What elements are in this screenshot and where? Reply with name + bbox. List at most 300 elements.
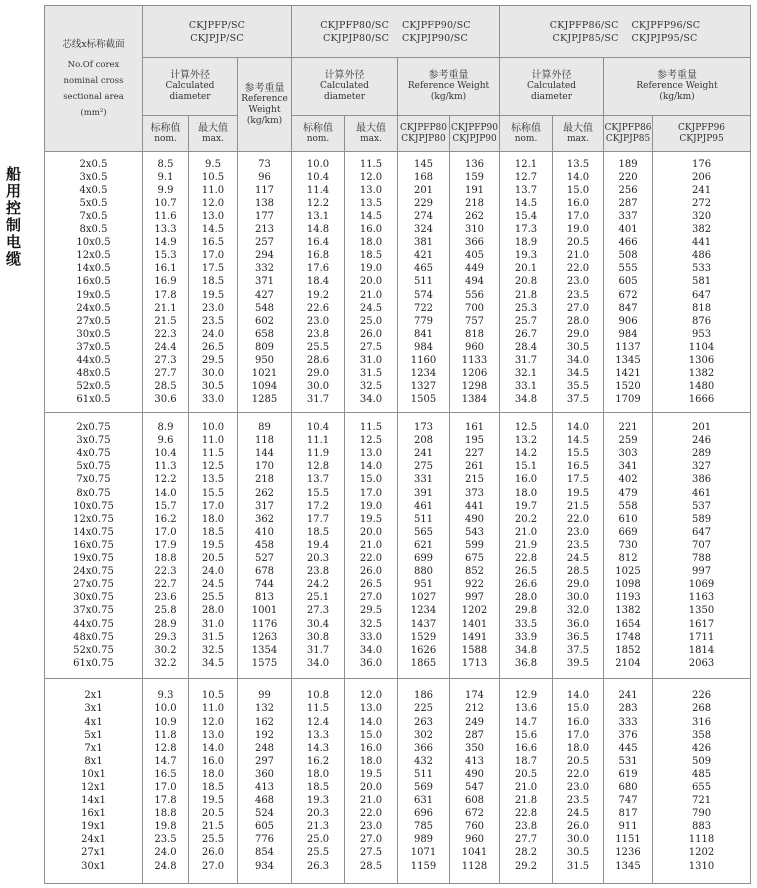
value-cell: 136 <box>464 158 485 170</box>
value-cell: 320 <box>691 210 712 222</box>
g2-weight1-model-2: CKJPJP80 <box>401 133 446 144</box>
value-cell: 24.0 <box>154 847 177 859</box>
value-cell: 159 <box>464 171 485 183</box>
value-cell: 813 <box>254 592 275 604</box>
value-cell: 14.0 <box>566 422 590 434</box>
value-cell: 18.0 <box>359 755 383 767</box>
value-cell: 118 <box>254 435 275 447</box>
value-cell: 19.0 <box>359 263 383 275</box>
value-cell: 11.6 <box>154 210 177 222</box>
value-cell: 413 <box>254 782 275 793</box>
value-cell: 527 <box>254 553 275 565</box>
value-cell: 511 <box>413 276 434 288</box>
g2-weight2-model-1: CKJPFP90 <box>450 122 499 133</box>
g1-max-header <box>189 116 238 152</box>
value-cell: 262 <box>254 487 275 499</box>
value-cell: 1382 <box>615 605 641 617</box>
value-cell: 449 <box>464 263 485 275</box>
value-cell: 485 <box>691 768 712 780</box>
g3-weight1-model-header <box>604 116 653 152</box>
value-cell: 13.5 <box>201 474 225 486</box>
g3-calc-od-en-2: diameter <box>530 92 573 102</box>
value-cell: 13.0 <box>201 210 225 222</box>
value-cell: 608 <box>464 795 485 807</box>
value-cell: 21.0 <box>359 289 383 301</box>
value-cell: 303 <box>618 448 638 460</box>
core-size-cell: 27x0.5 <box>76 315 111 327</box>
value-cell: 268 <box>691 703 712 715</box>
value-cell: 12.5 <box>514 422 538 434</box>
value-cell: 1711 <box>688 631 715 643</box>
core-size-cell: 16x0.75 <box>73 539 114 551</box>
value-cell: 13.0 <box>201 729 225 741</box>
value-cell: 10.4 <box>306 171 330 183</box>
g1-calc-od-cn: 计算外径 <box>170 70 210 81</box>
core-size-cell: 8x0.5 <box>79 224 108 236</box>
value-cell: 386 <box>691 474 712 486</box>
value-cell: 20.0 <box>359 526 383 538</box>
value-cell: 229 <box>413 197 434 209</box>
value-cell: 818 <box>464 328 485 340</box>
value-cell: 28.9 <box>154 618 177 630</box>
value-cell: 1202 <box>688 847 715 859</box>
value-cell: 23.8 <box>306 328 330 340</box>
value-cell: 33.9 <box>514 631 538 643</box>
value-cell: 73 <box>258 158 271 170</box>
value-cell: 14.5 <box>359 210 383 222</box>
value-cell: 23.5 <box>566 795 590 807</box>
value-cell: 569 <box>413 782 434 793</box>
value-cell: 1285 <box>251 394 278 406</box>
core-header-en-3: sectional area <box>63 91 124 102</box>
value-cell: 16.0 <box>566 716 590 728</box>
g2-max-column <box>345 413 398 679</box>
value-cell: 24.2 <box>306 579 330 591</box>
value-cell: 1021 <box>251 368 278 380</box>
value-cell: 10.4 <box>306 422 330 434</box>
value-cell: 21.5 <box>566 500 590 512</box>
value-cell: 997 <box>464 592 485 604</box>
value-cell: 22.6 <box>306 302 330 314</box>
g3-max-column <box>553 679 604 884</box>
value-cell: 19.5 <box>201 795 225 807</box>
value-cell: 11.5 <box>306 703 330 715</box>
value-cell: 24.5 <box>566 808 590 820</box>
g2-weight1-model-header <box>398 116 450 152</box>
value-cell: 818 <box>691 302 712 314</box>
value-cell: 29.0 <box>566 328 590 340</box>
value-cell: 1345 <box>615 860 641 872</box>
value-cell: 25.0 <box>359 315 383 327</box>
value-cell: 33.5 <box>514 618 538 630</box>
value-cell: 1666 <box>688 394 715 406</box>
value-cell: 29.0 <box>306 368 330 380</box>
value-cell: 19.3 <box>306 795 330 807</box>
value-cell: 14.5 <box>566 435 590 447</box>
value-cell: 21.0 <box>359 795 383 807</box>
value-cell: 261 <box>464 461 485 473</box>
value-cell: 366 <box>413 742 434 754</box>
g3-weight-cn: 参考重量 <box>657 70 698 81</box>
value-cell: 558 <box>618 500 638 512</box>
value-cell: 21.5 <box>154 315 177 327</box>
value-cell: 785 <box>413 821 434 833</box>
value-cell: 20.8 <box>514 276 538 288</box>
value-cell: 32.0 <box>566 605 590 617</box>
value-cell: 16.6 <box>514 742 538 754</box>
value-cell: 25.5 <box>306 341 330 353</box>
value-cell: 30.5 <box>566 341 590 353</box>
core-size-column <box>45 413 143 679</box>
value-cell: 647 <box>691 526 712 538</box>
core-size-cell: 44x0.5 <box>76 355 111 367</box>
value-cell: 227 <box>464 448 485 460</box>
value-cell: 362 <box>254 513 275 525</box>
value-cell: 14.0 <box>154 487 177 499</box>
value-cell: 15.1 <box>514 461 538 473</box>
value-cell: 173 <box>413 422 434 434</box>
value-cell: 18.5 <box>306 526 330 538</box>
value-cell: 672 <box>464 808 485 820</box>
value-cell: 10.0 <box>154 703 177 715</box>
value-cell: 331 <box>413 474 434 486</box>
value-cell: 18.5 <box>306 782 330 793</box>
value-cell: 34.0 <box>566 355 590 367</box>
value-cell: 15.0 <box>566 703 590 715</box>
value-cell: 16.0 <box>514 474 538 486</box>
g3-weight2-column <box>653 413 751 679</box>
g1-max-column <box>189 679 238 884</box>
value-cell: 36.8 <box>514 657 538 669</box>
value-cell: 20.0 <box>359 782 383 793</box>
value-cell: 1814 <box>688 644 715 656</box>
group1-model-line-2: CKJPJP/SC <box>190 32 244 44</box>
value-cell: 20.5 <box>566 237 590 249</box>
value-cell: 19.2 <box>306 289 330 301</box>
value-cell: 13.7 <box>306 474 330 486</box>
g3-max-header <box>553 116 604 152</box>
g2-weight1-column <box>398 679 450 884</box>
core-size-cell: 27x0.75 <box>73 579 114 591</box>
value-cell: 744 <box>254 579 275 591</box>
value-cell: 19.8 <box>154 821 177 833</box>
value-cell: 21.9 <box>514 539 538 551</box>
value-cell: 19.0 <box>359 500 383 512</box>
value-cell: 12.1 <box>514 158 538 170</box>
value-cell: 189 <box>618 158 638 170</box>
value-cell: 841 <box>413 328 434 340</box>
g2-calc-od-cn: 计算外径 <box>324 70 365 81</box>
value-cell: 21.8 <box>514 289 538 301</box>
value-cell: 1529 <box>410 631 437 643</box>
value-cell: 1709 <box>615 394 641 406</box>
value-cell: 16.8 <box>306 250 330 262</box>
value-cell: 1865 <box>410 657 437 669</box>
value-cell: 10.0 <box>201 422 225 434</box>
value-cell: 31.0 <box>359 355 383 367</box>
g1-nom-en: nom. <box>154 133 177 144</box>
g1-calc-od-en-2: diameter <box>169 92 211 102</box>
value-cell: 34.0 <box>306 657 330 669</box>
value-cell: 25.5 <box>306 847 330 859</box>
value-cell: 21.0 <box>514 526 538 538</box>
value-cell: 20.5 <box>566 755 590 767</box>
value-cell: 1306 <box>688 355 715 367</box>
value-cell: 1345 <box>615 355 641 367</box>
value-cell: 1354 <box>251 644 278 656</box>
value-cell: 1480 <box>688 381 715 393</box>
core-size-cell: 37x0.5 <box>76 341 111 353</box>
value-cell: 18.0 <box>359 237 383 249</box>
value-cell: 257 <box>254 237 275 249</box>
g2-nom-column <box>292 413 345 679</box>
value-cell: 776 <box>254 834 275 846</box>
value-cell: 32.2 <box>154 657 177 669</box>
value-cell: 23.8 <box>514 821 538 833</box>
value-cell: 16.0 <box>359 742 383 754</box>
value-cell: 23.0 <box>306 315 330 327</box>
value-cell: 984 <box>618 328 638 340</box>
value-cell: 37.5 <box>566 644 590 656</box>
value-cell: 18.0 <box>201 513 225 525</box>
value-cell: 1151 <box>615 834 641 846</box>
value-cell: 34.0 <box>359 644 383 656</box>
value-cell: 490 <box>464 768 485 780</box>
value-cell: 21.0 <box>566 250 590 262</box>
value-cell: 14.0 <box>566 690 590 702</box>
value-cell: 21.1 <box>154 302 177 314</box>
core-size-cell: 7x0.5 <box>79 210 108 222</box>
value-cell: 36.5 <box>566 631 590 643</box>
value-cell: 27.0 <box>566 302 590 314</box>
core-size-cell: 5x1 <box>84 729 103 741</box>
g2-calc-od-header <box>292 58 398 116</box>
value-cell: 10.5 <box>201 690 225 702</box>
core-size-cell: 3x1 <box>84 703 103 715</box>
value-cell: 511 <box>413 513 434 525</box>
core-size-cell: 44x0.75 <box>73 618 114 630</box>
value-cell: 20.3 <box>306 553 330 565</box>
value-cell: 241 <box>618 690 638 702</box>
value-cell: 1025 <box>615 566 641 578</box>
value-cell: 589 <box>691 513 712 525</box>
value-cell: 509 <box>691 755 712 767</box>
g3-weight2-model-1: CKJPFP96 <box>678 122 726 133</box>
value-cell: 989 <box>413 834 434 846</box>
side-label: 船用控制电缆 <box>6 165 22 268</box>
g3-max-column <box>553 413 604 679</box>
value-cell: 722 <box>413 302 434 314</box>
value-cell: 34.0 <box>359 394 383 406</box>
g2-weight2-model-header <box>450 116 500 152</box>
core-size-cell: 19x1 <box>81 821 106 833</box>
value-cell: 18.5 <box>201 526 225 538</box>
value-cell: 15.0 <box>359 729 383 741</box>
value-cell: 441 <box>691 237 712 249</box>
core-header-en-2: nominal cross <box>63 75 124 86</box>
value-cell: 20.5 <box>514 768 538 780</box>
value-cell: 8.9 <box>157 422 174 434</box>
value-cell: 11.3 <box>154 461 177 473</box>
g1-nom-cn: 标称值 <box>150 122 181 134</box>
value-cell: 22.0 <box>566 768 590 780</box>
value-cell: 680 <box>618 782 638 793</box>
value-cell: 226 <box>691 690 712 702</box>
value-cell: 13.3 <box>306 729 330 741</box>
value-cell: 1234 <box>410 605 437 617</box>
value-cell: 847 <box>618 302 638 314</box>
value-cell: 25.5 <box>201 592 225 604</box>
value-cell: 324 <box>413 224 434 236</box>
value-cell: 117 <box>254 184 275 196</box>
value-cell: 1310 <box>688 860 715 872</box>
g2-calc-od-en-2: diameter <box>323 92 366 102</box>
value-cell: 1041 <box>461 847 488 859</box>
value-cell: 18.0 <box>514 487 538 499</box>
value-cell: 20.5 <box>201 553 225 565</box>
g3-nom-column <box>500 413 553 679</box>
value-cell: 19.7 <box>514 500 538 512</box>
value-cell: 15.0 <box>359 474 383 486</box>
value-cell: 1234 <box>410 368 437 380</box>
value-cell: 18.5 <box>359 250 383 262</box>
value-cell: 99 <box>258 690 271 702</box>
value-cell: 10.7 <box>154 197 177 209</box>
value-cell: 655 <box>691 782 712 793</box>
value-cell: 28.4 <box>514 341 538 353</box>
value-cell: 18.0 <box>566 742 590 754</box>
value-cell: 174 <box>464 690 485 702</box>
value-cell: 1263 <box>251 631 278 643</box>
value-cell: 20.1 <box>514 263 538 275</box>
value-cell: 16.2 <box>306 755 330 767</box>
value-cell: 96 <box>258 171 271 183</box>
value-cell: 24.0 <box>201 328 225 340</box>
value-cell: 678 <box>254 566 275 578</box>
value-cell: 17.9 <box>154 539 177 551</box>
g2-max-column <box>345 152 398 413</box>
value-cell: 11.0 <box>201 184 225 196</box>
value-cell: 13.3 <box>154 224 177 236</box>
value-cell: 15.5 <box>566 448 590 460</box>
value-cell: 28.0 <box>201 605 225 617</box>
value-cell: 16.0 <box>201 755 225 767</box>
value-cell: 39.5 <box>566 657 590 669</box>
value-cell: 208 <box>413 435 434 447</box>
value-cell: 14.8 <box>306 224 330 236</box>
value-cell: 1626 <box>410 644 437 656</box>
g3-nom-header <box>500 116 553 152</box>
value-cell: 1160 <box>410 355 437 367</box>
core-size-cell: 2x0.5 <box>79 158 108 170</box>
value-cell: 950 <box>254 355 275 367</box>
value-cell: 10.4 <box>154 448 177 460</box>
value-cell: 696 <box>413 808 434 820</box>
value-cell: 494 <box>464 276 485 288</box>
g3-calc-od-en-1: Calculated <box>527 81 576 91</box>
value-cell: 17.0 <box>359 487 383 499</box>
value-cell: 23.0 <box>566 526 590 538</box>
value-cell: 401 <box>618 224 638 236</box>
value-cell: 1163 <box>688 592 715 604</box>
value-cell: 1575 <box>251 657 278 669</box>
value-cell: 249 <box>464 716 485 728</box>
value-cell: 960 <box>464 341 485 353</box>
value-cell: 17.0 <box>154 526 177 538</box>
value-cell: 10.0 <box>306 158 330 170</box>
value-cell: 1206 <box>461 368 488 380</box>
group3-model-line-1: CKJPFP86/SC CKJPFP96/SC <box>549 19 701 31</box>
value-cell: 18.9 <box>514 237 538 249</box>
value-cell: 19.0 <box>566 224 590 236</box>
value-cell: 28.6 <box>306 355 330 367</box>
value-cell: 26.0 <box>359 566 383 578</box>
value-cell: 543 <box>464 526 485 538</box>
core-size-cell: 27x1 <box>81 847 106 859</box>
value-cell: 610 <box>618 513 638 525</box>
value-cell: 421 <box>413 250 434 262</box>
value-cell: 366 <box>464 237 485 249</box>
value-cell: 15.7 <box>154 500 177 512</box>
value-cell: 27.7 <box>154 368 177 380</box>
value-cell: 15.4 <box>514 210 538 222</box>
value-cell: 490 <box>464 513 485 525</box>
value-cell: 402 <box>618 474 638 486</box>
value-cell: 922 <box>464 579 485 591</box>
value-cell: 13.2 <box>514 435 538 447</box>
value-cell: 465 <box>413 263 434 275</box>
core-size-cell: 24x0.5 <box>76 302 111 314</box>
g2-weight-header <box>398 58 500 116</box>
value-cell: 19.5 <box>359 768 383 780</box>
value-cell: 1104 <box>688 341 715 353</box>
value-cell: 1298 <box>461 381 488 393</box>
g1-weight-column <box>238 152 292 413</box>
value-cell: 25.3 <box>514 302 538 314</box>
value-cell: 10.8 <box>306 690 330 702</box>
value-cell: 25.5 <box>201 834 225 846</box>
value-cell: 17.5 <box>566 474 590 486</box>
value-cell: 34.5 <box>566 368 590 380</box>
value-cell: 33.1 <box>514 381 538 393</box>
value-cell: 1118 <box>688 834 715 846</box>
value-cell: 12.7 <box>514 171 538 183</box>
value-cell: 391 <box>413 487 434 499</box>
value-cell: 1748 <box>615 631 641 643</box>
core-header-en-1: No.Of corex <box>67 59 120 70</box>
core-size-cell: 24x0.75 <box>73 566 114 578</box>
value-cell: 31.7 <box>306 394 330 406</box>
core-size-cell: 4x0.5 <box>79 184 108 196</box>
value-cell: 12.0 <box>201 716 225 728</box>
value-cell: 17.7 <box>306 513 330 525</box>
g1-nom-header <box>143 116 189 152</box>
value-cell: 201 <box>413 184 434 196</box>
value-cell: 16.1 <box>154 263 177 275</box>
g1-max-column <box>189 413 238 679</box>
value-cell: 13.5 <box>359 197 383 209</box>
g1-weight-column <box>238 413 292 679</box>
value-cell: 953 <box>691 328 712 340</box>
g1-max-en: max. <box>202 133 224 144</box>
value-cell: 13.0 <box>359 703 383 715</box>
g3-weight2-column <box>653 152 751 413</box>
value-cell: 192 <box>254 729 275 741</box>
value-cell: 11.9 <box>306 448 330 460</box>
g3-max-en: max. <box>567 133 589 144</box>
g1-max-column <box>189 152 238 413</box>
g2-max-column <box>345 679 398 884</box>
